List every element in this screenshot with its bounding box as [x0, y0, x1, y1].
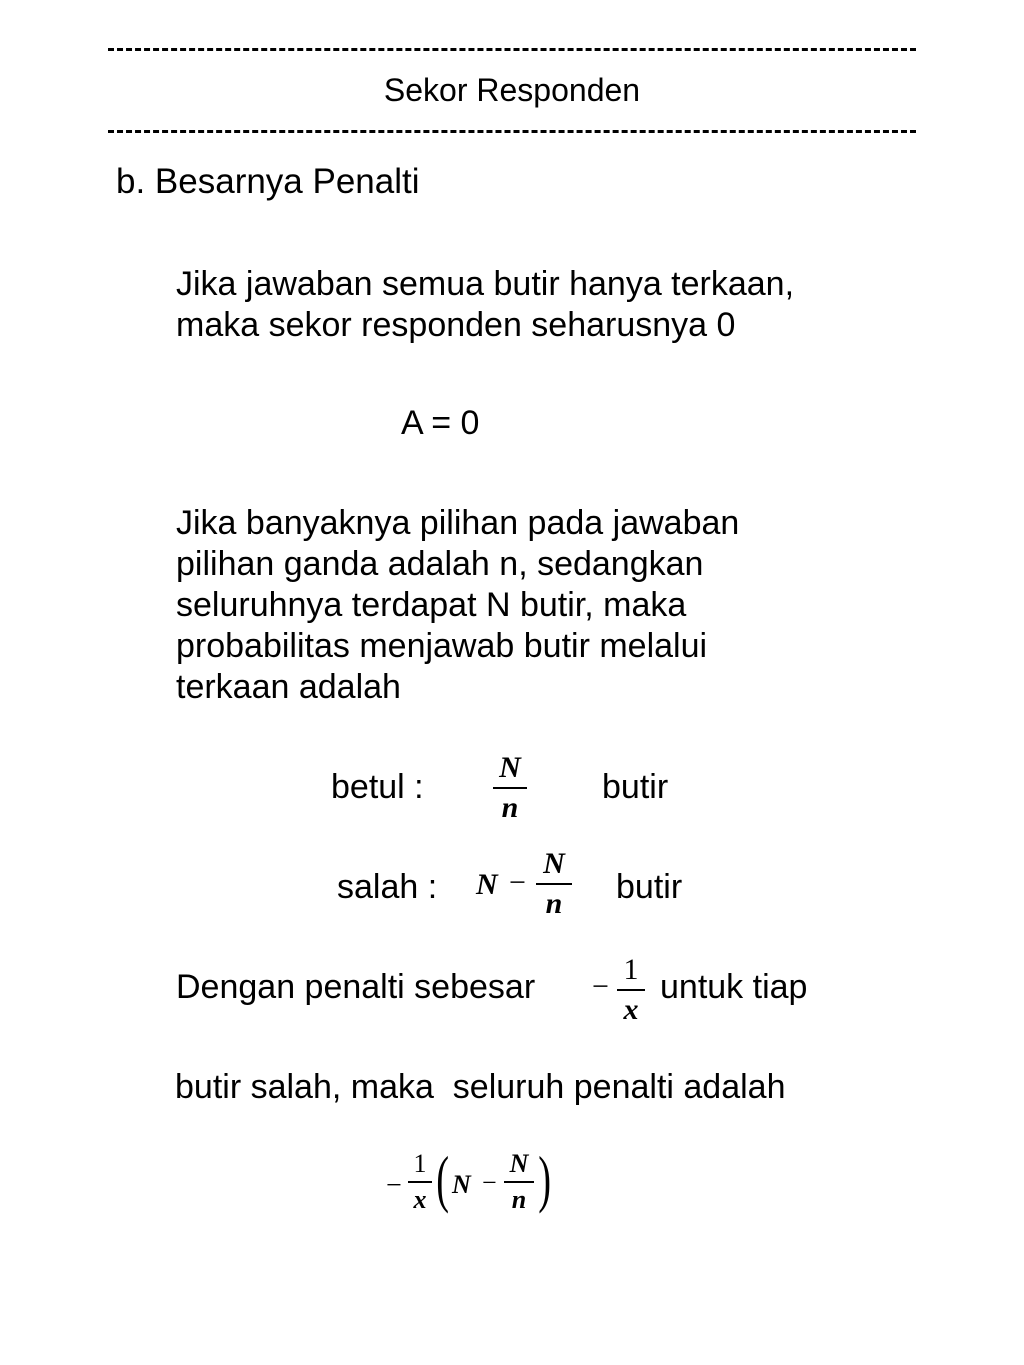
salah-label: salah :	[337, 868, 438, 906]
paragraph-line: maka sekor responden seharusnya 0	[176, 306, 736, 344]
formula-minus: −	[386, 1170, 402, 1201]
fraction-numerator: N	[543, 847, 565, 880]
paragraph-line: Jika banyaknya pilihan pada jawaban	[176, 504, 740, 542]
fraction-denominator: n	[545, 887, 563, 920]
formula-N: N	[452, 1170, 471, 1199]
formula-outer-fraction	[408, 1150, 432, 1214]
formula-inner-fraction	[504, 1150, 534, 1214]
paragraph-line: pilihan ganda adalah n, sedangkan	[176, 545, 704, 583]
header-divider-top	[108, 48, 916, 51]
paragraph-line: terkaan adalah	[176, 668, 401, 706]
paragraph-line: probabilitas menjawab butir melalui	[176, 627, 708, 665]
fraction-numerator: 1	[413, 1149, 427, 1178]
salah-fraction	[536, 848, 572, 920]
fraction-denominator: x	[623, 993, 639, 1026]
betul-label: betul :	[331, 768, 424, 806]
penalti-text-before: Dengan penalti sebesar	[176, 968, 536, 1006]
formula-left-paren: (	[436, 1143, 450, 1214]
penalti-fraction	[617, 954, 645, 1026]
fraction-bar	[536, 883, 572, 885]
betul-unit: butir	[602, 768, 669, 806]
fraction-denominator: n	[501, 791, 519, 824]
paragraph-line: seluruhnya terdapat N butir, maka	[176, 586, 687, 624]
penalti-text-after: untuk tiap	[660, 968, 808, 1006]
paragraph-line: Jika jawaban semua butir hanya terkaan,	[176, 265, 795, 303]
fraction-bar	[493, 787, 527, 789]
equation-a-zero: A = 0	[401, 404, 480, 442]
salah-N: N	[476, 868, 498, 901]
fraction-numerator: N	[499, 751, 521, 784]
page-title: Sekor Responden	[383, 72, 641, 108]
header-divider-bottom	[108, 130, 916, 133]
penalti-line2: butir salah, maka seluruh penalti adalah	[175, 1068, 786, 1106]
fraction-bar	[504, 1181, 534, 1183]
salah-unit: butir	[616, 868, 683, 906]
total-penalty-formula	[380, 1143, 580, 1228]
section-title: b. Besarnya Penalti	[116, 162, 420, 201]
betul-fraction	[493, 752, 527, 824]
fraction-numerator: 1	[623, 953, 639, 986]
penalti-minus: −	[592, 970, 609, 1003]
formula-right-paren: )	[538, 1143, 552, 1214]
fraction-denominator: x	[413, 1185, 427, 1214]
paragraph-probability	[176, 503, 739, 708]
fraction-bar	[617, 989, 645, 991]
fraction-numerator: N	[509, 1149, 529, 1178]
fraction-denominator: n	[511, 1185, 527, 1214]
formula-inner-minus: −	[482, 1168, 497, 1197]
salah-minus: −	[509, 866, 526, 899]
paragraph-guessing	[176, 264, 794, 346]
fraction-bar	[408, 1181, 432, 1183]
